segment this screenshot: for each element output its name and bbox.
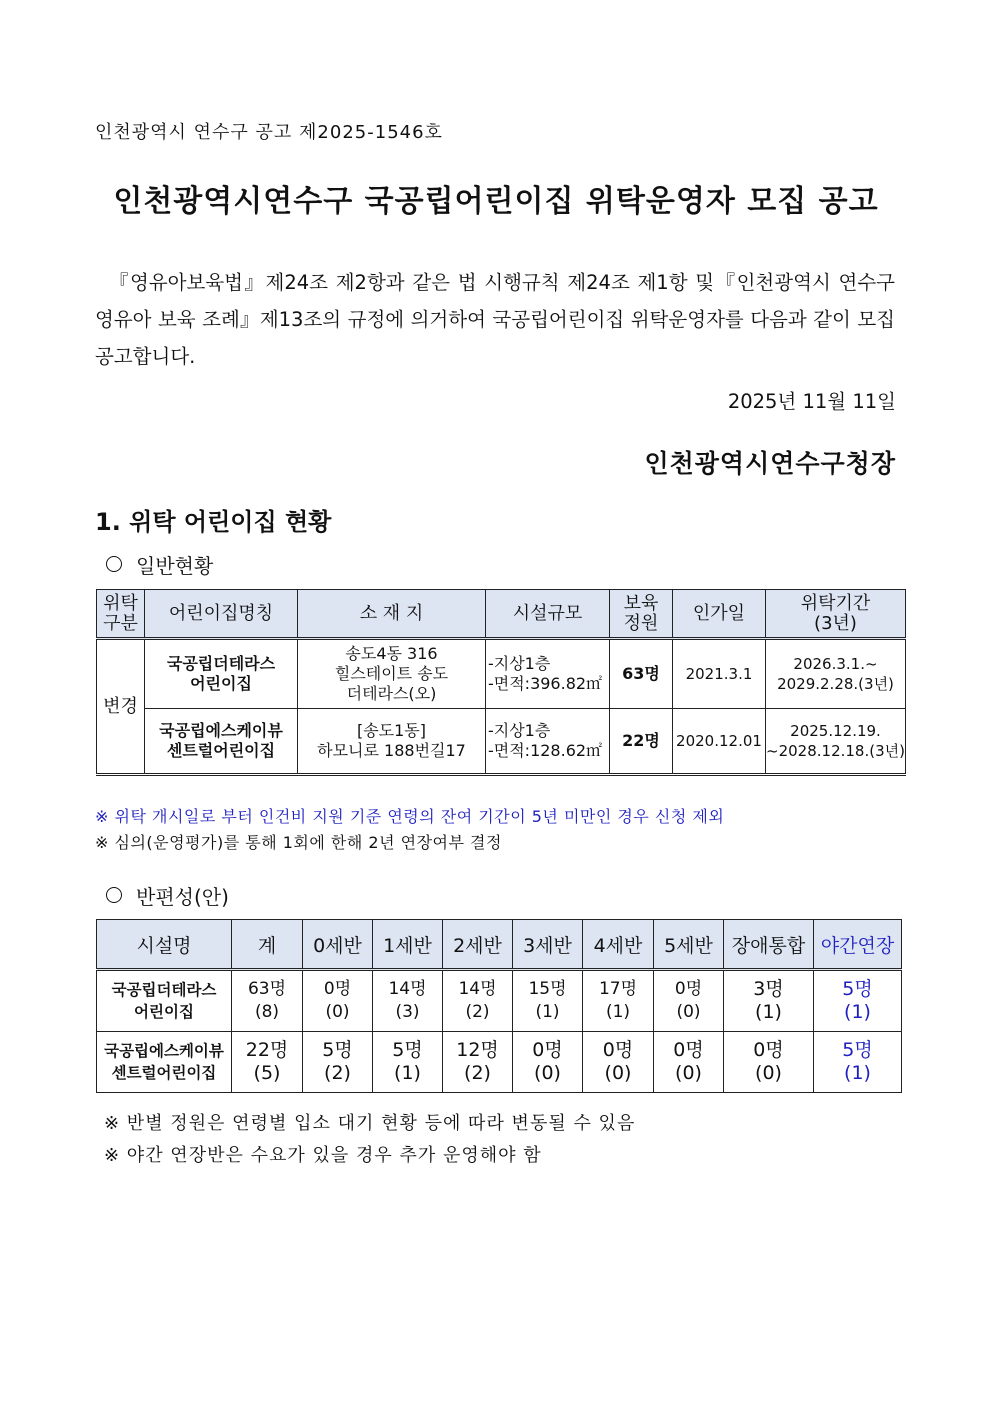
age2-cell: 14명 (2) <box>443 970 513 1032</box>
table-header-row <box>97 920 902 970</box>
col-header: 5세반 <box>654 920 724 970</box>
age0-cell: 0명 (0) <box>303 970 373 1032</box>
age5-cell: 0명 (0) <box>654 1032 724 1093</box>
period-cell: 2025.12.19. ~2028.12.18.(3년) <box>766 709 906 775</box>
col-header: 소 재 지 <box>298 590 486 639</box>
eligibility-note: ※ 위탁 개시일로 부터 인건비 지원 기준 연령의 잔여 기간이 5년 미만인 경우 신청 제외 <box>95 807 725 826</box>
night-class-note: ※ 야간 연장반은 수요가 있을 경우 추가 운영해야 함 <box>104 1145 542 1166</box>
table-row <box>97 639 906 709</box>
period-cell: 2026.3.1.~ 2029.2.28.(3년) <box>766 639 906 709</box>
col-header: 2세반 <box>443 920 513 970</box>
col-header: 어린이집명칭 <box>145 590 298 639</box>
location-cell: 송도4동 316 힐스테이트 송도 더테라스(오) <box>298 639 486 709</box>
facility-status-table <box>96 589 906 776</box>
age3-cell: 0명 (0) <box>513 1032 583 1093</box>
col-header: 인가일 <box>673 590 766 639</box>
table-row <box>97 709 906 775</box>
issuer-name: 인천광역시연수구청장 <box>644 449 896 478</box>
table-row <box>97 1032 902 1093</box>
total-cell: 63명 (8) <box>232 970 303 1032</box>
age4-cell: 0명 (0) <box>583 1032 654 1093</box>
location-cell: [송도1동] 하모니로 188번길17 <box>298 709 486 775</box>
approval-date-cell: 2020.12.01 <box>673 709 766 775</box>
col-header: 시설명 <box>97 920 232 970</box>
col-header: 4세반 <box>583 920 654 970</box>
col-header: 위탁 구분 <box>97 590 145 639</box>
facility-name-cell: 국공립더테라스 어린이집 <box>97 970 232 1032</box>
col-header: 0세반 <box>303 920 373 970</box>
table-row <box>97 970 902 1032</box>
total-cell: 22명 (5) <box>232 1032 303 1093</box>
circle-bullet-icon <box>106 556 122 572</box>
section-heading: 1. 위탁 어린이집 현황 <box>95 508 332 536</box>
capacity-cell: 63명 <box>610 639 673 709</box>
col-header: 3세반 <box>513 920 583 970</box>
col-header: 계 <box>232 920 303 970</box>
col-header: 시설규모 <box>486 590 610 639</box>
page-title: 인천광역시연수구 국공립어린이집 위탁운영자 모집 공고 <box>113 184 879 219</box>
capacity-cell: 22명 <box>610 709 673 775</box>
class-plan-subheading <box>106 881 229 910</box>
class-composition-table <box>96 919 902 1093</box>
general-status-subheading <box>106 550 213 579</box>
col-header: 위탁기간 (3년) <box>766 590 906 639</box>
class-note: ※ 반별 정원은 연령별 입소 대기 현황 등에 따라 변동될 수 있음 <box>104 1113 636 1134</box>
approval-date-cell: 2021.3.1 <box>673 639 766 709</box>
facility-name-cell: 국공립더테라스 어린이집 <box>145 639 298 709</box>
facility-name-cell: 국공립에스케이뷰 센트럴어린이집 <box>97 1032 232 1093</box>
age5-cell: 0명 (0) <box>654 970 724 1032</box>
subheading-label: 반편성(안) <box>136 885 229 909</box>
col-header: 보육 정원 <box>610 590 673 639</box>
age2-cell: 12명 (2) <box>443 1032 513 1093</box>
col-header: 장애통합 <box>724 920 814 970</box>
subheading-label: 일반현황 <box>136 554 214 578</box>
facility-name-cell: 국공립에스케이뷰 센트럴어린이집 <box>145 709 298 775</box>
table-header-row <box>97 590 906 639</box>
col-header: 1세반 <box>373 920 443 970</box>
night-cell: 5명 (1) <box>814 1032 902 1093</box>
intro-paragraph: 『영유아보육법』제24조 제2항과 같은 법 시행규칙 제24조 제1항 및『인천광역시 연수구 영유아 보육 조례』제13조의 규정에 의거하여 국공립어린이집 위탁운영자를 다음과 같이 모집 공고합니다. <box>95 271 895 368</box>
circle-bullet-icon <box>106 887 122 903</box>
size-cell: -지상1층 -면적:128.62㎡ <box>486 709 610 775</box>
age3-cell: 15명 (1) <box>513 970 583 1032</box>
age4-cell: 17명 (1) <box>583 970 654 1032</box>
category-cell: 변경 <box>97 639 145 775</box>
night-cell: 5명 (1) <box>814 970 902 1032</box>
size-cell: -지상1층 -면적:396.82㎡ <box>486 639 610 709</box>
extension-note: ※ 심의(운영평가)를 통해 1회에 한해 2년 연장여부 결정 <box>95 833 502 852</box>
age1-cell: 5명 (1) <box>373 1032 443 1093</box>
age0-cell: 5명 (2) <box>303 1032 373 1093</box>
notice-number: 인천광역시 연수구 공고 제2025-1546호 <box>95 122 443 143</box>
age1-cell: 14명 (3) <box>373 970 443 1032</box>
disability-cell: 0명 (0) <box>724 1032 814 1093</box>
disability-cell: 3명 (1) <box>724 970 814 1032</box>
col-header: 야간연장 <box>814 920 902 970</box>
notice-date: 2025년 11월 11일 <box>727 390 896 413</box>
